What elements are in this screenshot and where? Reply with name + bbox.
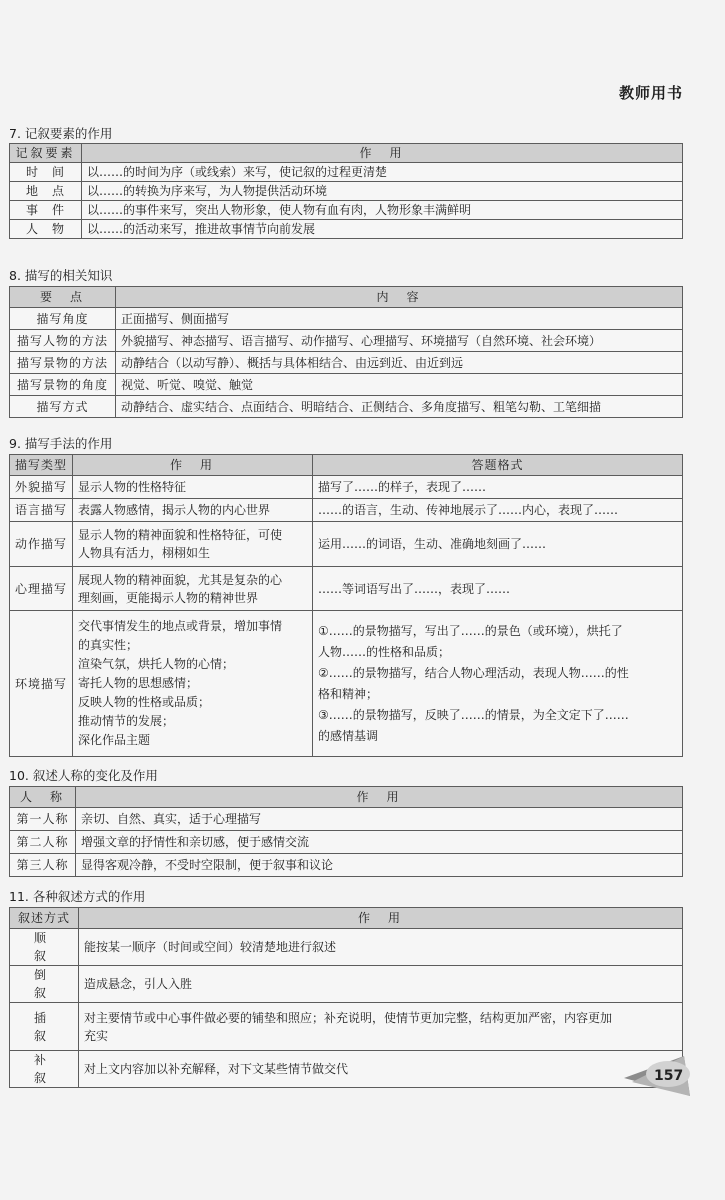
table-row xyxy=(10,308,683,330)
row-key: 事 件 xyxy=(10,201,82,220)
table-row xyxy=(10,499,683,522)
format-cell: ①……的景物描写，写出了……的景色（或环境），烘托了 人物……的性格和品质； ②……的景物描写，结合人物心理活动，表现人物……的性 格和精神； ③……的景物描写，反映了……的情景，为全文定下了…… 的感情基调 xyxy=(313,611,683,757)
table-row xyxy=(10,611,683,757)
row-key: 补 叙 xyxy=(10,1051,79,1088)
row-key: 人 物 xyxy=(10,220,82,239)
narrative-person-table xyxy=(9,786,683,877)
table-row xyxy=(10,929,683,966)
description-techniques-table xyxy=(9,454,683,757)
table-row xyxy=(10,522,683,567)
section-9-title: 9. 描写手法的作用 xyxy=(9,436,113,451)
effect-cell: 显示人物的性格特征 xyxy=(73,476,313,499)
row-value: 增强文章的抒情性和亲切感，便于感情交流 xyxy=(76,831,683,854)
table-row xyxy=(10,330,683,352)
table-row xyxy=(10,352,683,374)
row-key: 描写方式 xyxy=(10,396,116,418)
table-row xyxy=(10,567,683,611)
col-header: 答题格式 xyxy=(313,455,683,476)
table-header-row xyxy=(10,455,683,476)
row-value: 以……的活动来写，推进故事情节向前发展 xyxy=(82,220,683,239)
description-knowledge-table xyxy=(9,286,683,418)
row-value: 亲切、自然、真实，适于心理描写 xyxy=(76,808,683,831)
row-key: 动作描写 xyxy=(10,522,73,567)
table-row xyxy=(10,396,683,418)
row-value: 能按某一顺序（时间或空间）较清楚地进行叙述 xyxy=(79,929,683,966)
row-value: 外貌描写、神态描写、语言描写、动作描写、心理描写、环境描写（自然环境、社会环境） xyxy=(116,330,683,352)
row-key: 心理描写 xyxy=(10,567,73,611)
table-header-row xyxy=(10,287,683,308)
format-cell: ……等词语写出了……，表现了…… xyxy=(313,567,683,611)
row-value: 对上文内容加以补充解释，对下文某些情节做交代 xyxy=(79,1051,683,1088)
format-cell: 描写了……的样子，表现了…… xyxy=(313,476,683,499)
row-key: 描写景物的方法 xyxy=(10,352,116,374)
table-row xyxy=(10,1003,683,1051)
table-row xyxy=(10,201,683,220)
row-key: 第三人称 xyxy=(10,854,76,877)
row-key: 时 间 xyxy=(10,163,82,182)
col-header: 描写类型 xyxy=(10,455,73,476)
effect-cell: 表露人物感情，揭示人物的内心世界 xyxy=(73,499,313,522)
narration-modes-table xyxy=(9,907,683,1088)
row-key: 地 点 xyxy=(10,182,82,201)
effect-cell: 交代事情发生的地点或背景，增加事情 的真实性； 渲染气氛，烘托人物的心情； 寄托人物的思想感情； 反映人物的性格或品质； 推动情节的发展； 深化作品主题 xyxy=(73,611,313,757)
row-value: 以……的转换为序来写，为人物提供活动环境 xyxy=(82,182,683,201)
col-header: 内 容 xyxy=(116,287,683,308)
row-key: 描写景物的角度 xyxy=(10,374,116,396)
col-header: 作 用 xyxy=(76,787,683,808)
table-row xyxy=(10,854,683,877)
table-header-row xyxy=(10,908,683,929)
row-value: 动静结合（以动写静）、概括与具体相结合、由远到近、由近到远 xyxy=(116,352,683,374)
table-row xyxy=(10,220,683,239)
row-value: 以……的时间为序（或线索）来写，使记叙的过程更清楚 xyxy=(82,163,683,182)
table-row xyxy=(10,831,683,854)
effect-cell: 显示人物的精神面貌和性格特征，可使 人物具有活力，栩栩如生 xyxy=(73,522,313,567)
table-row xyxy=(10,966,683,1003)
row-value: 显得客观冷静，不受时空限制，便于叙事和议论 xyxy=(76,854,683,877)
format-cell: ……的语言，生动、传神地展示了……内心，表现了…… xyxy=(313,499,683,522)
page-header-title: 教师用书 xyxy=(618,84,683,102)
section-8-title: 8. 描写的相关知识 xyxy=(9,268,113,283)
row-key: 第二人称 xyxy=(10,831,76,854)
col-header: 作 用 xyxy=(79,908,683,929)
row-key: 环境描写 xyxy=(10,611,73,757)
effect-cell: 展现人物的精神面貌，尤其是复杂的心 理刻画，更能揭示人物的精神世界 xyxy=(73,567,313,611)
table-row xyxy=(10,808,683,831)
table-row xyxy=(10,182,683,201)
row-key: 插 叙 xyxy=(10,1003,79,1051)
table-row xyxy=(10,374,683,396)
page-number: 157 xyxy=(654,1068,684,1084)
row-key: 语言描写 xyxy=(10,499,73,522)
format-cell: 运用……的词语，生动、准确地刻画了…… xyxy=(313,522,683,567)
row-value: 对主要情节或中心事件做必要的铺垫和照应；补充说明，使情节更加完整，结构更加严密，内容更加 充实 xyxy=(79,1003,683,1051)
table-row xyxy=(10,163,683,182)
row-value: 造成悬念，引人入胜 xyxy=(79,966,683,1003)
table-header-row xyxy=(10,144,683,163)
row-key: 第一人称 xyxy=(10,808,76,831)
col-header: 作 用 xyxy=(73,455,313,476)
table-header-row xyxy=(10,787,683,808)
row-key: 描写人物的方法 xyxy=(10,330,116,352)
row-value: 动静结合、虚实结合、点面结合、明暗结合、正侧结合、多角度描写、粗笔勾勒、工笔细描 xyxy=(116,396,683,418)
col-header: 作 用 xyxy=(82,144,683,163)
section-10-title: 10. 叙述人称的变化及作用 xyxy=(9,768,158,783)
row-key: 描写角度 xyxy=(10,308,116,330)
col-header: 要 点 xyxy=(10,287,116,308)
section-7-title: 7. 记叙要素的作用 xyxy=(9,126,113,141)
row-value: 正面描写、侧面描写 xyxy=(116,308,683,330)
section-11-title: 11. 各种叙述方式的作用 xyxy=(9,889,146,904)
row-key: 顺 叙 xyxy=(10,929,79,966)
col-header: 人 称 xyxy=(10,787,76,808)
table-row xyxy=(10,1051,683,1088)
col-header: 记叙要素 xyxy=(10,144,82,163)
table-row xyxy=(10,476,683,499)
row-value: 以……的事件来写，突出人物形象，使人物有血有肉，人物形象丰满鲜明 xyxy=(82,201,683,220)
col-header: 叙述方式 xyxy=(10,908,79,929)
row-key: 外貌描写 xyxy=(10,476,73,499)
row-key: 倒 叙 xyxy=(10,966,79,1003)
narrative-elements-table xyxy=(9,143,683,239)
row-value: 视觉、听觉、嗅觉、触觉 xyxy=(116,374,683,396)
